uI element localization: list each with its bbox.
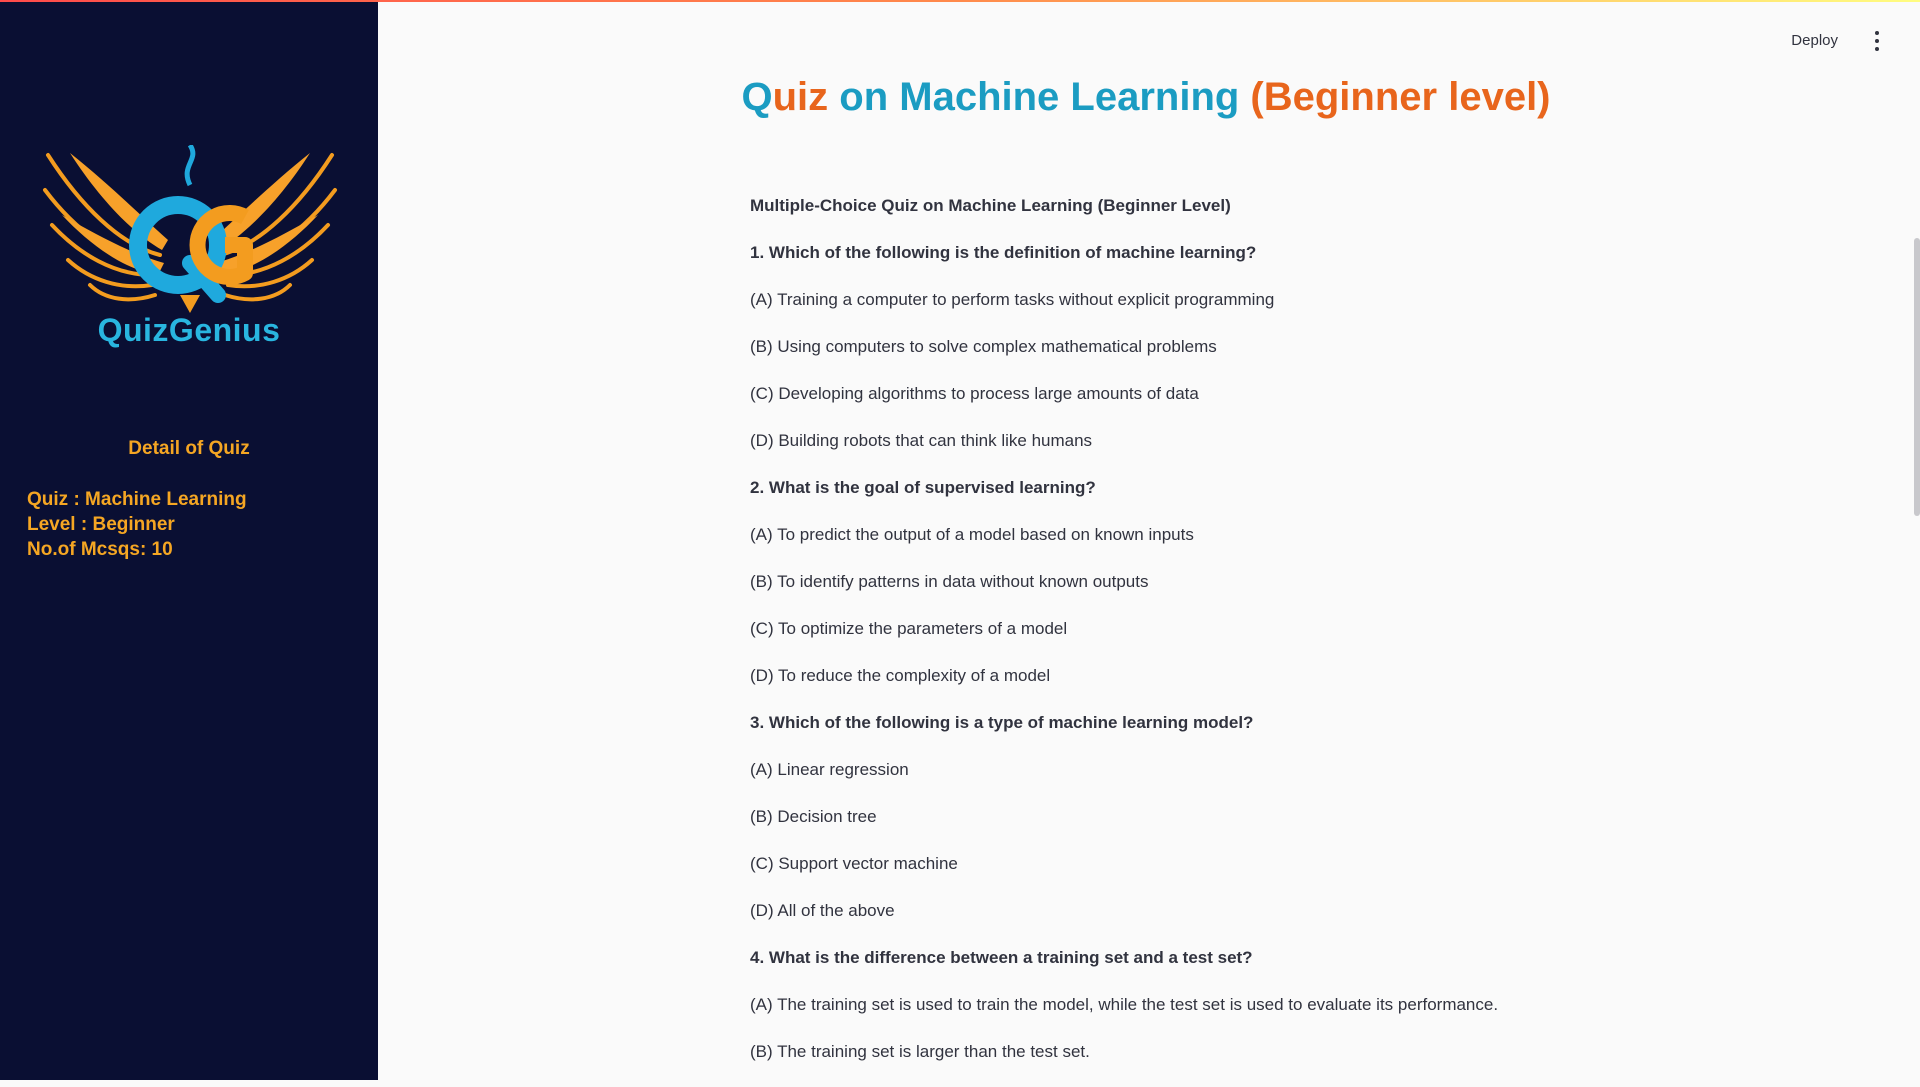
header-actions xyxy=(1785,28,1884,53)
quiz-heading: Multiple-Choice Quiz on Machine Learning (Beginner Level) xyxy=(750,196,1231,215)
question-3-option-b: (B) Decision tree xyxy=(750,807,877,826)
question-4: 4. What is the difference between a training set and a test set? xyxy=(750,948,1253,967)
question-3-option-c: (C) Support vector machine xyxy=(750,854,958,873)
quiz-count-detail: No.of Mcsqs: 10 xyxy=(27,539,173,560)
vertical-ellipsis-icon[interactable] xyxy=(1870,30,1884,52)
main-scrollbar[interactable] xyxy=(1914,238,1920,516)
title-topic: on Machine Learning xyxy=(828,75,1251,119)
question-2: 2. What is the goal of supervised learning? xyxy=(750,478,1096,497)
title-uiz: uiz xyxy=(772,75,829,119)
question-1-option-b: (B) Using computers to solve complex mathematical problems xyxy=(750,337,1217,356)
question-2-option-b: (B) To identify patterns in data without known outputs xyxy=(750,572,1149,591)
question-1-option-a: (A) Training a computer to perform tasks without explicit programming xyxy=(750,290,1275,309)
question-1-option-d: (D) Building robots that can think like humans xyxy=(750,431,1093,450)
page-title xyxy=(378,75,1914,120)
question-4-option-a: (A) The training set is used to train the model, while the test set is used to evaluate its performance. xyxy=(750,995,1499,1014)
brand-name xyxy=(0,312,378,349)
question-1-option-c: (C) Developing algorithms to process large amounts of data xyxy=(750,384,1199,403)
title-letter-q: Q xyxy=(741,75,773,119)
quiz-level-detail: Level : Beginner xyxy=(27,514,175,535)
brand-name-part2: Genius xyxy=(168,312,281,348)
quiz-content xyxy=(750,194,1750,1087)
quiz-topic-detail: Quiz : Machine Learning xyxy=(27,489,247,510)
question-2-option-c: (C) To optimize the parameters of a model xyxy=(750,619,1068,638)
top-decoration-bar xyxy=(0,0,1920,2)
question-3: 3. Which of the following is a type of machine learning model? xyxy=(750,713,1254,732)
question-3-option-a: (A) Linear regression xyxy=(750,760,909,779)
question-2-option-d: (D) To reduce the complexity of a model xyxy=(750,666,1051,685)
question-1: 1. Which of the following is the definition of machine learning? xyxy=(750,243,1257,262)
question-4-option-b: (B) The training set is larger than the test set. xyxy=(750,1042,1090,1061)
deploy-button[interactable]: Deploy xyxy=(1791,32,1838,49)
question-3-option-d: (D) All of the above xyxy=(750,901,895,920)
quiz-details xyxy=(27,487,247,562)
sidebar xyxy=(0,0,378,1080)
brand-name-part1: Quiz xyxy=(97,312,169,348)
question-2-option-a: (A) To predict the output of a model based on known inputs xyxy=(750,525,1194,544)
title-level: (Beginner level) xyxy=(1250,75,1551,119)
quiz-detail-heading: Detail of Quiz xyxy=(128,438,250,459)
